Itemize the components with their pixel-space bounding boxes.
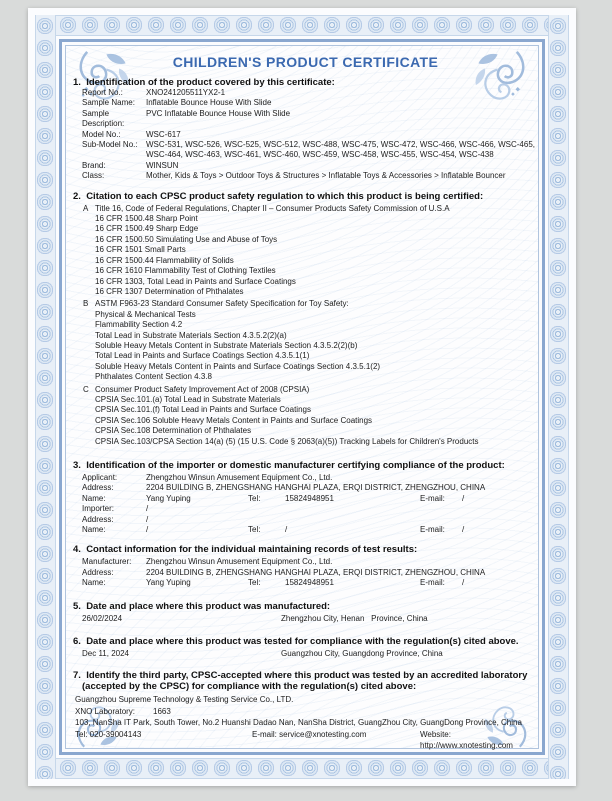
- lab-name: Guangzhou Supreme Technology & Testing Service Co., LTD.: [75, 695, 294, 705]
- lace-border-left: [35, 15, 56, 779]
- lab-number: 1663: [153, 706, 171, 716]
- reg-item: 16 CFR 1500.50 Simulating Use and Abuse of Toys: [95, 234, 278, 244]
- reg-item: CPSIA Sec.106 Soluble Heavy Metals Content in Paints and Surface Coatings: [95, 415, 373, 425]
- group-title: ASTM F963-23 Standard Consumer Safety Specification for Toy Safety:: [95, 299, 349, 309]
- section-7-heading-line2: (accepted by the CPSC) for compliance with the regulation(s) cited above:: [82, 681, 417, 693]
- reg-item: 16 CFR 1303, Total Lead in Paints and Surface Coatings: [95, 276, 296, 286]
- field-model-no: Model No.: WSC-617: [82, 129, 181, 139]
- reg-item: 16 CFR 1501 Small Parts: [95, 245, 186, 255]
- lace-border-top: [35, 15, 569, 36]
- field-brand: Brand: WINSUN: [82, 160, 179, 170]
- section-7-heading-line1: 7. Identify the third party, CPSC-accepted where this product was tested by an accredited laboratory: [73, 670, 528, 682]
- reg-item: Flammability Section 4.2: [95, 320, 183, 330]
- reg-item: 16 CFR 1610 Flammability Test of Clothing Textiles: [95, 266, 276, 276]
- reg-item: Soluble Heavy Metals Content in Paints and Surface Coatings Section 4.3.5.1(2): [95, 361, 381, 371]
- lace-border-bottom: [35, 758, 569, 779]
- reg-group-c: [73, 385, 538, 447]
- field-sub-model-no: Sub-Model No.: WSC-531, WSC-526, WSC-525, WSC-512, WSC-488, WSC-475, WSC-472, WSC-466, WSC-466, WSC-465, WSC-464, WSC-463, WSC-461, WSC-460, WSC-459, WSC-458, WSC-455, WSC-454, WSC-438: [82, 140, 538, 160]
- reg-item: CPSIA Sec.101.(a) Total Lead in Substrate Materials: [95, 394, 281, 404]
- section-5-heading: 5. Date and place where this product was manufactured:: [73, 600, 331, 612]
- section-1-heading: 1. Identification of the product covered by this certificate:: [73, 77, 335, 88]
- reg-item: CPSIA Sec.108 Determination of Phthalates: [95, 426, 252, 436]
- field-report-no: Report No.: XNO241205511YX2-1: [82, 88, 226, 97]
- contact-row-applicant: Name: Yang Yuping Tel: 15824948951 E-mail: /: [82, 493, 465, 503]
- group-letter: C: [83, 384, 89, 394]
- field-importer: Importer: /: [82, 504, 149, 514]
- lab-number-row: XNO Laboratory: 1663: [75, 706, 171, 716]
- reg-item: Physical & Mechanical Tests: [95, 309, 196, 319]
- section-2-heading: 2. Citation to each CPSC product safety regulation to which this product is being certified:: [73, 190, 484, 202]
- field-class: Class: Mother, Kids & Toys > Outdoor Toys & Structures > Inflatable Toys & Accessories > Inflatable Bouncer: [82, 171, 506, 181]
- lab-website: Website: http://www.xnotesting.com: [420, 729, 513, 751]
- field-importer-address: Address: /: [82, 514, 149, 524]
- test-date: Dec 11, 2024: [82, 649, 129, 659]
- test-place: Guangzhou City, Guangdong Province, China: [281, 649, 443, 659]
- reg-item: 16 CFR 1500.48 Sharp Point: [95, 214, 198, 224]
- reg-item: Soluble Heavy Metals Content in Substrate Materials Section 4.3.5.2(2)(b): [95, 340, 358, 350]
- section-4-heading: 4. Contact information for the individual maintaining records of test results:: [73, 544, 418, 556]
- section-6-heading: 6. Date and place where this product was tested for compliance with the regulation(s) cited above.: [73, 636, 519, 648]
- group-letter: B: [83, 299, 89, 309]
- reg-item: Total Lead in Substrate Materials Section 4.3.5.2(2)(a): [95, 330, 287, 340]
- field-manufacturer: Manufacturer: Zhengzhou Winsun Amusement Equipment Co., Ltd.: [82, 557, 333, 567]
- reg-item: 16 CFR 1500.49 Sharp Edge: [95, 224, 199, 234]
- reg-item: CPSIA Sec.101.(f) Total Lead in Paints and Surface Coatings: [95, 405, 311, 415]
- manufacture-date: 26/02/2024: [82, 613, 123, 623]
- reg-group-b: [73, 299, 538, 382]
- contact-row-importer: Name: / Tel: / E-mail: /: [82, 525, 465, 535]
- certificate-title: CHILDREN'S PRODUCT CERTIFICATE: [172, 54, 439, 70]
- group-title: Consumer Product Safety Improvement Act of 2008 (CPSIA): [95, 384, 310, 394]
- lab-address: 103, NanSha IT Park, South Tower, No.2 Huanshi Dadao Nan, NanSha District, GuangZhou City, GuangDong Province, China: [75, 718, 522, 728]
- section-3-heading: 3. Identification of the importer or domestic manufacturer certifying compliance of the product:: [73, 460, 505, 471]
- field-applicant-address: Address: 2204 BUILDING B, ZHENGSHANG HANGHAI PLAZA, ERQI DISTRICT, ZHENGZHOU, CHINA: [82, 483, 486, 493]
- manufacture-place: Zhengzhou City, Henan Province, China: [281, 613, 428, 623]
- reg-item: Total Lead in Paints and Surface Coatings Section 4.3.5.1(1): [95, 351, 310, 361]
- reg-item: Phthalates Content Section 4.3.8: [95, 372, 212, 382]
- reg-item: CPSIA Sec.103/CPSA Section 14(a) (5) (15 U.S. Code § 2063(a)(5)) Tracking Labels for Children's Products: [95, 436, 479, 446]
- reg-item: 16 CFR 1500.44 Flammability of Solids: [95, 255, 234, 265]
- group-letter: A: [83, 203, 89, 213]
- reg-group-a: [73, 204, 538, 298]
- contact-row-manufacturer: Name: Yang Yuping Tel: 15824948951 E-mail: /: [82, 578, 465, 588]
- group-title: Title 16, Code of Federal Regulations, Chapter II – Consumer Products Safety Commission of U.S.A: [95, 203, 450, 213]
- field-sample-description: Sample Description: PVC Inflatable Bounce House With Slide: [82, 108, 291, 129]
- certificate-content: [73, 54, 538, 752]
- lab-email: E-mail: service@xnotesting.com: [252, 729, 367, 739]
- test-date-row: [73, 649, 538, 659]
- lace-border-right: [548, 15, 569, 779]
- reg-item: 16 CFR 1307 Determination of Phthalates: [95, 286, 244, 296]
- manufacture-date-row: [73, 614, 538, 624]
- field-applicant: Applicant: Zhengzhou Winsun Amusement Equipment Co., Ltd.: [82, 473, 333, 482]
- lab-tel: Tel: 020-39004143: [75, 729, 142, 739]
- lab-contact-row: [73, 729, 538, 752]
- field-sample-name: Sample Name: Inflatable Bounce House With Slide: [82, 98, 272, 108]
- field-manufacturer-address: Address: 2204 BUILDING B, ZHENGSHANG HANGHAI PLAZA, ERQI DISTRICT, ZHENGZHOU, CHINA: [82, 567, 486, 577]
- certificate-paper: [28, 8, 576, 786]
